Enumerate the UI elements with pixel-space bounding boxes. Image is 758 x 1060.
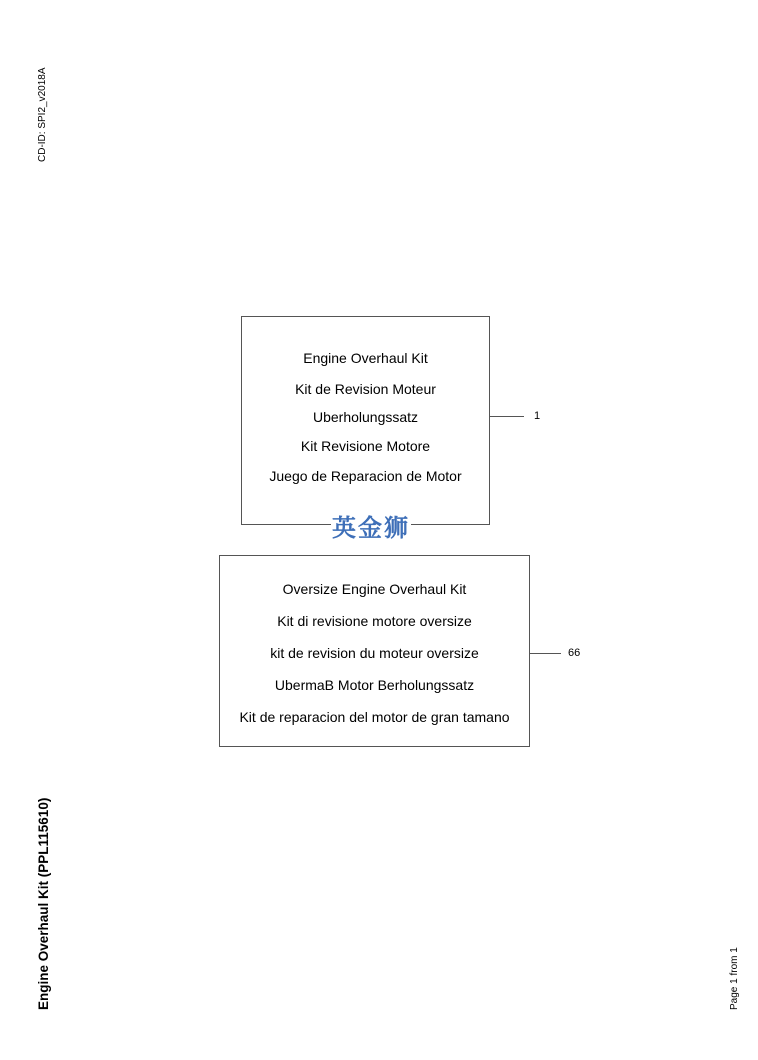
cd-id-label: CD-ID: SPI2_v2018A [37,67,48,162]
part-description-en: Oversize Engine Overhaul Kit [282,581,467,597]
part-description-it: Kit Revisione Motore [300,438,431,454]
part-box-oversize-engine-overhaul-kit [219,555,530,747]
leader-line-1 [490,416,524,417]
part-description-es: Kit de reparacion del motor de gran tamano [239,709,510,725]
part-description-es: Juego de Reparacion de Motor [269,468,462,484]
part-box-engine-overhaul-kit [241,316,490,525]
document-title: Engine Overhaul Kit (PPL115610) [36,797,51,1010]
leader-line-66 [530,653,561,654]
callout-number-66: 66 [568,647,581,659]
part-description-it: Kit di revisione motore oversize [277,613,472,629]
part-description-de: UbermaB Motor Berholungssatz [274,677,475,693]
part-description-en: Engine Overhaul Kit [303,350,428,366]
callout-number-1: 1 [534,410,541,422]
part-description-de: Uberholungssatz [312,409,419,425]
page-indicator: Page 1 from 1 [729,947,740,1010]
part-description-fr: Kit de Revision Moteur [295,381,436,397]
watermark-logo: 英金狮 [331,512,411,546]
part-description-fr: kit de revision du moteur oversize [270,645,479,661]
